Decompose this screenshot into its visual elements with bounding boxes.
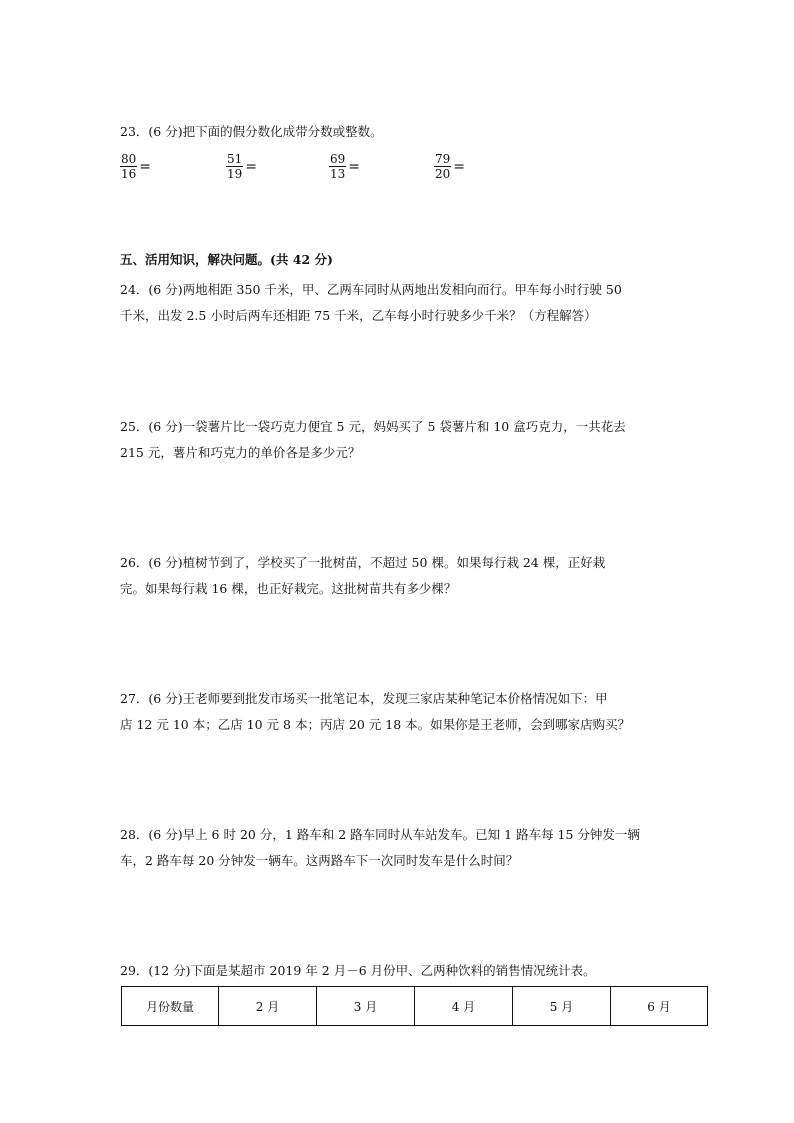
q28-line2: 车，2 路车每 20 分钟发一辆车。这两路车下一次同时发车是什么时间？ [120,853,519,868]
fraction-numerator: 80 [121,152,137,166]
table-header-row [122,987,708,1026]
q23-text: 23．(6 分)把下面的假分数化成带分数或整数。 [120,124,383,139]
q24-line1: 24．(6 分)两地相距 350 千米，甲、乙两车同时从两地出发相向而行。甲车每小时行驶 50 [120,282,622,297]
fraction-2 [226,152,257,181]
q29-text: 29．(12 分)下面是某超市 2019 年 2 月－6 月份甲、乙两种饮料的销售情况统计表。 [120,963,596,978]
q28-line1: 28．(6 分)早上 6 时 20 分，1 路车和 2 路车同时从车站发车。已知 1 路车每 15 分钟发一辆 [120,827,640,842]
fraction-numerator: 51 [227,152,243,166]
table-header-cell: 6 月 [611,987,708,1026]
fraction-numerator: 69 [330,152,346,166]
equals-sign: = [139,158,152,175]
q26-line2: 完。如果每行栽 16 棵，也正好栽完。这批树苗共有多少棵？ [120,581,457,596]
q25-line2: 215 元，薯片和巧克力的单价各是多少元？ [120,445,361,460]
fraction-1 [120,152,151,181]
equals-sign: = [348,158,361,175]
table-header-cell: 月份数量 [122,987,219,1026]
fraction-numerator: 79 [435,152,451,166]
q25-line1: 25．(6 分)一袋薯片比一袋巧克力便宜 5 元，妈妈买了 5 袋薯片和 10 盒巧克力，一共花去 [120,419,626,434]
fraction-4 [434,152,465,181]
table-header-cell: 3 月 [317,987,415,1026]
equals-sign: = [453,158,466,175]
q27-line1: 27．(6 分)王老师要到批发市场买一批笔记本，发现三家店某种笔记本价格情况如下：甲 [120,691,608,706]
table-header-cell: 5 月 [513,987,611,1026]
fraction-3 [329,152,360,181]
table-header-cell: 2 月 [219,987,317,1026]
table-header-cell: 4 月 [415,987,513,1026]
sales-table [121,986,708,1026]
fraction-row [120,152,720,192]
fraction-denominator: 19 [227,167,243,181]
fraction-denominator: 13 [330,167,346,181]
fraction-denominator: 20 [435,167,451,181]
q27-line2: 店 12 元 10 本；乙店 10 元 8 本；丙店 20 元 18 本。如果你是王老师，会到哪家店购买？ [120,717,631,732]
equals-sign: = [245,158,258,175]
fraction-denominator: 16 [121,167,137,181]
section-heading: 五、活用知识，解决问题。(共 42 分) [120,252,333,267]
q24-line2: 千米，出发 2.5 小时后两车还相距 75 千米，乙车每小时行驶多少千米？（方程解答） [120,308,597,323]
q26-line1: 26．(6 分)植树节到了，学校买了一批树苗，不超过 50 棵。如果每行栽 24 棵，正好栽 [120,555,606,570]
